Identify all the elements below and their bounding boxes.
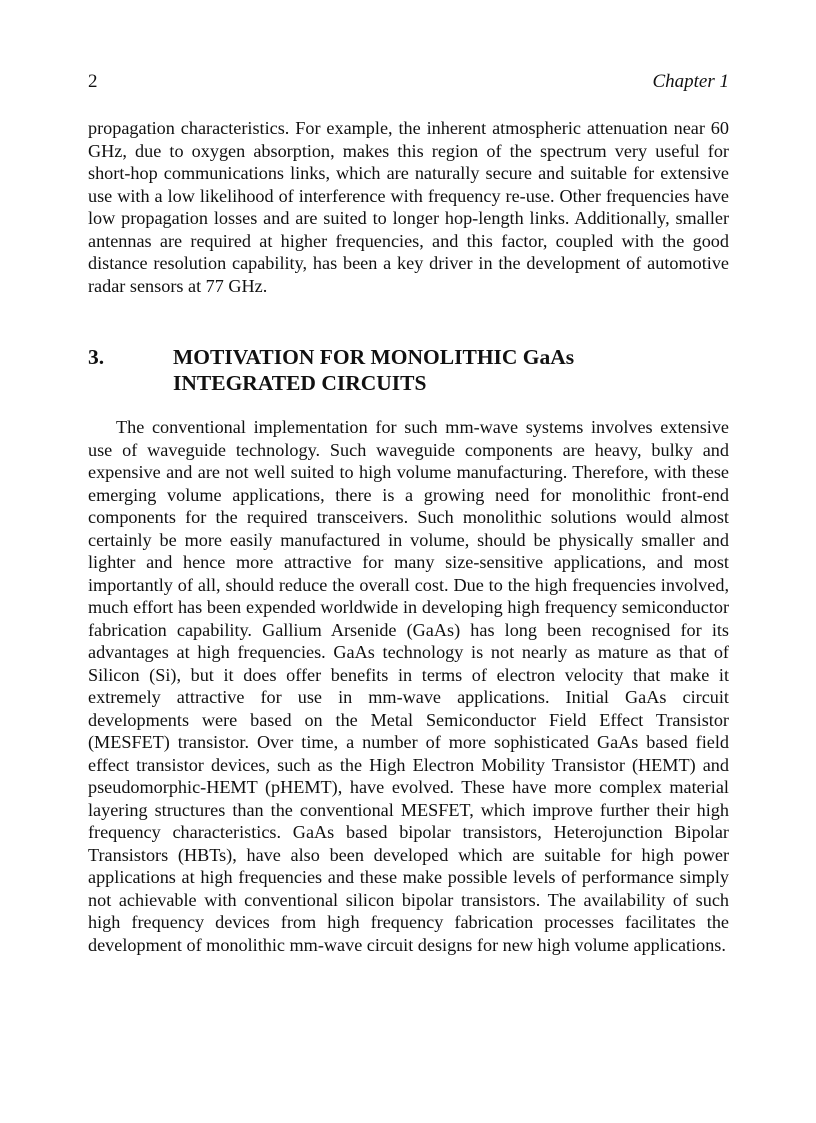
section-title-line-2: INTEGRATED CIRCUITS	[173, 371, 427, 395]
section-title-line-1: MOTIVATION FOR MONOLITHIC GaAs	[173, 345, 575, 369]
page-number: 2	[88, 71, 98, 92]
section-heading	[88, 344, 729, 396]
document-page	[88, 70, 729, 956]
section-number: 3.	[88, 345, 105, 369]
paragraph-propagation: propagation characteristics. For example, the inherent atmospheric attenuation near 60 GHz, due to oxygen absorption, makes this region of the spectrum very useful for short-hop communications links, which are naturally secure and suitable for extensive use with a low likelihood of interference with frequency re-use. Other frequencies have low propagation losses and are suited to longer hop-length links. Additionally, smaller antennas are required at higher frequencies, and this factor, coupled with the good distance resolution capability, has been a key driver in the development of automotive radar sensors at 77 GHz.	[88, 118, 729, 296]
paragraph-motivation: The conventional implementation for such mm-wave systems involves extensive use of waveguide technology. Such waveguide components are heavy, bulky and expensive and are not well suited to high volume manufacturing. Therefore, with these emerging volume applications, there is a growing need for monolithic front-end components for the required transceivers. Such monolithic solutions would almost certainly be more easily manufactured in volume, should be physically smaller and lighter and hence more attractive for many size-sensitive applications, and most importantly of all, should reduce the overall cost. Due to the high frequencies involved, much effort has been expended worldwide in developing high frequency semiconductor fabrication capability. Gallium Arsenide (GaAs) has long been recognised for its advantages at high frequencies. GaAs technology is not nearly as mature as that of Silicon (Si), but it does offer benefits in terms of electron velocity that make it extremely attractive for use in mm-wave applications. Initial GaAs circuit developments were based on the Metal Semiconductor Field Effect Transistor (MESFET) transistor. Over time, a number of more sophisticated GaAs based field effect transistor devices, such as the High Electron Mobility Transistor (HEMT) and pseudomorphic-HEMT (pHEMT), have evolved. These have more complex material layering structures than the conventional MESFET, which improve further their high frequency characteristics. GaAs based bipolar transistors, Heterojunction Bipolar Transistors (HBTs), have also been developed which are suitable for high power applications at high frequencies and these make possible levels of performance simply not achievable with conventional silicon bipolar transistors. The availability of such high frequency devices from high frequency fabrication processes facilitates the development of monolithic mm-wave circuit designs for new high volume applications.	[88, 417, 729, 955]
section-title	[173, 344, 729, 396]
running-header	[88, 70, 729, 94]
running-title: Chapter 1	[652, 71, 729, 92]
